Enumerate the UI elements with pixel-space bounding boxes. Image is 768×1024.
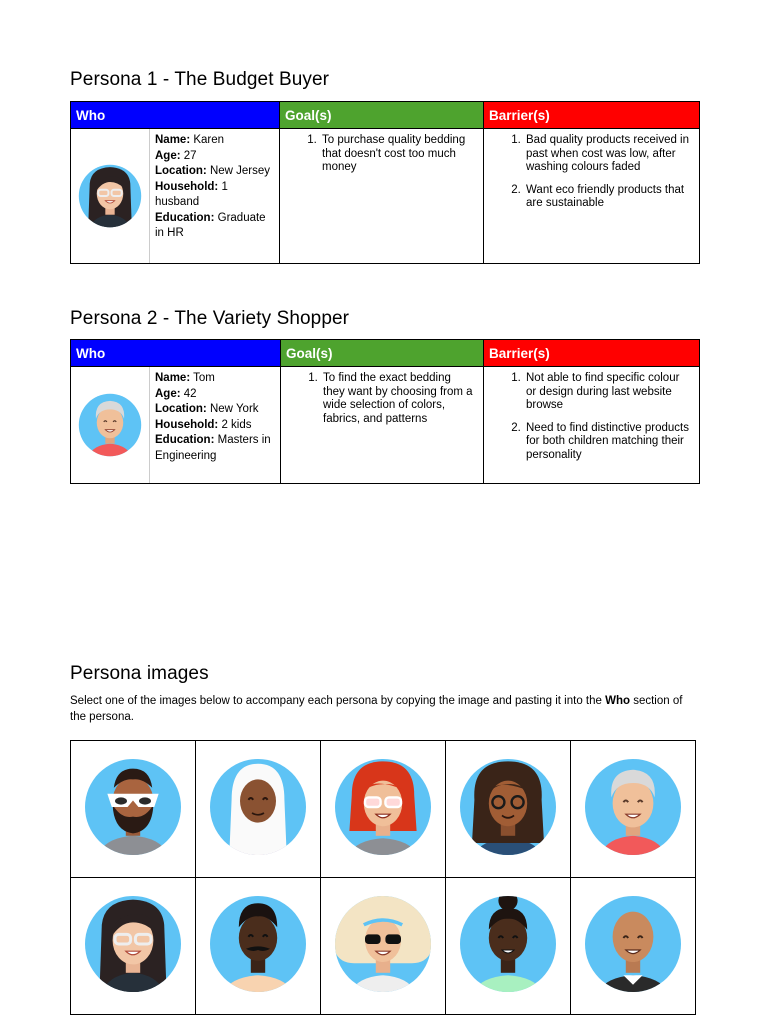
persona-image-cell[interactable] (196, 741, 321, 878)
persona-2-barriers-list (484, 372, 691, 462)
persona-1-title: Persona 1 - The Budget Buyer (70, 69, 330, 90)
barrier-item: 2. Need to find distinctive products for both children matching their personality (524, 422, 691, 463)
persona-image-cell[interactable] (196, 878, 321, 1015)
blonde-woman-sunglasses-avatar-icon[interactable] (323, 884, 443, 1004)
goals-header: Goal(s) (281, 340, 484, 367)
persona-1-location: New Jersey (209, 165, 271, 177)
bearded-man-sunglasses-avatar-icon[interactable] (73, 747, 193, 867)
who-header: Who (71, 340, 281, 367)
man-gray-hair-avatar-icon (71, 386, 149, 464)
persona-2-education: Masters in Engineering (155, 434, 271, 462)
persona-2-info: Name: Tom Age: 42 Location: New York Household: 2 kids Education: Masters in Engineering (155, 372, 271, 462)
who-header: Who (71, 102, 280, 129)
persona-1-avatar (71, 129, 150, 263)
woman-glasses-avatar-icon (71, 157, 149, 235)
man-gray-hair-avatar-icon[interactable] (573, 747, 693, 867)
persona-image-cell[interactable] (71, 741, 196, 878)
persona-2-goals-list (281, 372, 475, 426)
woman-glasses-avatar-icon[interactable] (73, 884, 193, 1004)
barriers-header: Barrier(s) (484, 340, 700, 367)
persona-image-cell[interactable] (321, 741, 446, 878)
persona-image-grid (70, 740, 696, 1015)
persona-image-cell[interactable] (446, 878, 571, 1015)
persona-1-info: Name: Karen Age: 27 Location: New Jersey Household: 1 husband Education: Graduate in HR (155, 134, 271, 239)
persona-1-education: Graduate in HR (155, 211, 266, 239)
persona-image-cell[interactable] (571, 878, 696, 1015)
woman-hair-bun-avatar-icon[interactable] (448, 884, 568, 1004)
persona-image-cell[interactable] (446, 741, 571, 878)
persona-1-table (70, 101, 700, 264)
persona-1-name: Karen (193, 134, 225, 146)
barriers-header: Barrier(s) (484, 102, 700, 129)
persona-images-title: Persona images (70, 663, 209, 684)
mustache-man-avatar-icon[interactable] (198, 884, 318, 1004)
barrier-item: 2. Want eco friendly products that are sustainable (524, 184, 691, 211)
persona-1-barriers-list (484, 134, 691, 211)
curly-hair-woman-glasses-avatar-icon[interactable] (448, 747, 568, 867)
persona-2-location: New York (209, 403, 259, 415)
persona-images-intro: Select one of the images below to accompany each persona by copying the image and pasting it into the Who section of the persona. (70, 695, 683, 723)
bald-man-avatar-icon[interactable] (573, 884, 693, 1004)
persona-2-table (70, 339, 700, 484)
persona-image-cell[interactable] (71, 878, 196, 1015)
woman-hijab-avatar-icon[interactable] (198, 747, 318, 867)
red-hair-woman-glasses-avatar-icon[interactable] (323, 747, 443, 867)
barrier-item: 1. Not able to find specific colour or design during last website browse (524, 372, 691, 413)
persona-2-avatar (71, 367, 150, 483)
persona-2-age: 42 (183, 387, 197, 400)
persona-2-title: Persona 2 - The Variety Shopper (70, 308, 350, 329)
persona-image-cell[interactable] (321, 878, 446, 1015)
persona-2-household: 2 kids (221, 418, 252, 431)
goals-header: Goal(s) (280, 102, 484, 129)
persona-2-name: Tom (193, 372, 215, 384)
persona-1-age: 27 (183, 149, 197, 162)
barrier-item: 1. Bad quality products received in past when cost was low, after washing colours faded (524, 134, 691, 175)
goal-item: 1. To purchase quality bedding that doesn't cost too much money (320, 134, 475, 175)
persona-image-cell[interactable] (571, 741, 696, 878)
goal-item: 1. To find the exact bedding they want by choosing from a wide selection of colors, fabrics, and patterns (321, 372, 475, 426)
persona-1-goals-list (280, 134, 475, 175)
persona-1-household: 1 husband (155, 180, 228, 208)
